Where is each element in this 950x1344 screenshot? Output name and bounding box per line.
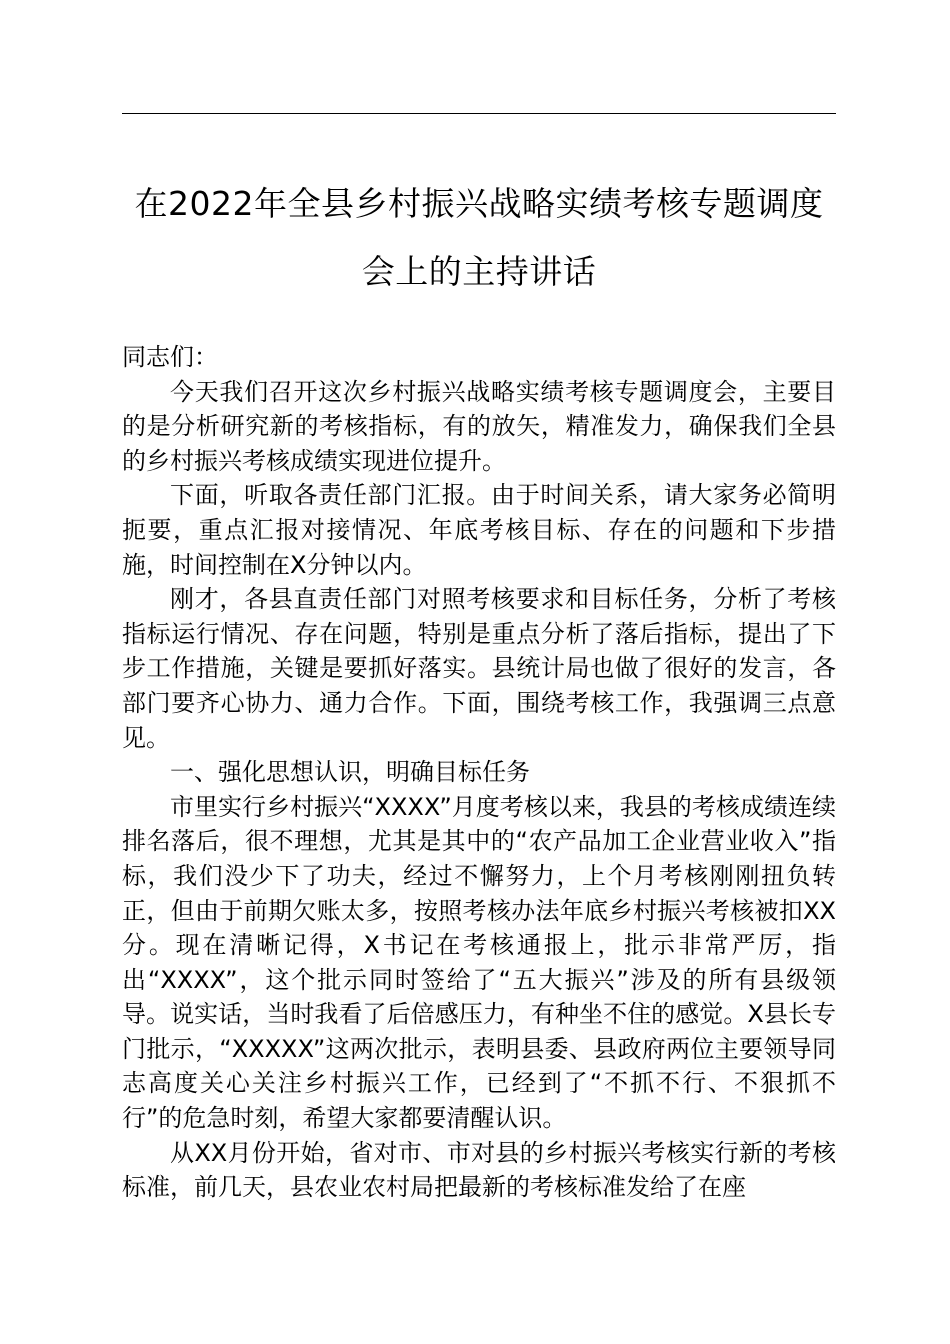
header-rule bbox=[122, 113, 836, 114]
section-heading: 一、强化思想认识，明确目标任务 bbox=[170, 758, 530, 787]
paragraph: 今天我们召开这次乡村振兴战略实绩考核专题调度会，主要目的是分析研究新的考核指标，有的放矢，精准发力，确保我们全县的乡村振兴考核成绩实现进位提升。 bbox=[122, 377, 836, 475]
paragraph: 从XX月份开始，省对市、市对县的乡村振兴考核实行新的考核标准，前几天，县农业农村局把最新的考核标准发给了在座 bbox=[122, 1138, 836, 1202]
paragraph: 市里实行乡村振兴“XXXX”月度考核以来，我县的考核成绩连续排名落后，很不理想，尤其是其中的“农产品加工企业营业收入”指标，我们没少下了功夫，经过不懈努力，上个月考核刚刚扭负转正，但由于前期欠账太多，按照考核办法年底乡村振兴考核被扣XX分。现在清晰记得，X书记在考核通报上，批示非常严厉，指出“XXXX”，这个批示同时签给了“五大振兴”涉及的所有县级领导。说实话，当时我看了后倍感压力，有种坐不住的感觉。X县长专门批示，“XXXXX”这两次批示，表明县委、县政府两位主要领导同志高度关心关注乡村振兴工作，已经到了“不抓不行、不狠抓不行”的危急时刻，希望大家都要清醒认识。 bbox=[122, 792, 836, 1133]
paragraph: 下面，听取各责任部门汇报。由于时间关系，请大家务必简明扼要，重点汇报对接情况、年底考核目标、存在的问题和下步措施，时间控制在X分钟以内。 bbox=[122, 481, 836, 579]
paragraph: 刚才，各县直责任部门对照考核要求和目标任务，分析了考核指标运行情况、存在问题，特别是重点分析了落后指标，提出了下步工作措施，关键是要抓好落实。县统计局也做了很好的发言，各部门要齐心协力、通力合作。下面，围绕考核工作，我强调三点意见。 bbox=[122, 585, 836, 752]
document-title: 在2022年全县乡村振兴战略实绩考核专题调度会上的主持讲话 bbox=[134, 184, 824, 291]
document-body bbox=[122, 340, 836, 1205]
salutation: 同志们： bbox=[122, 343, 218, 371]
